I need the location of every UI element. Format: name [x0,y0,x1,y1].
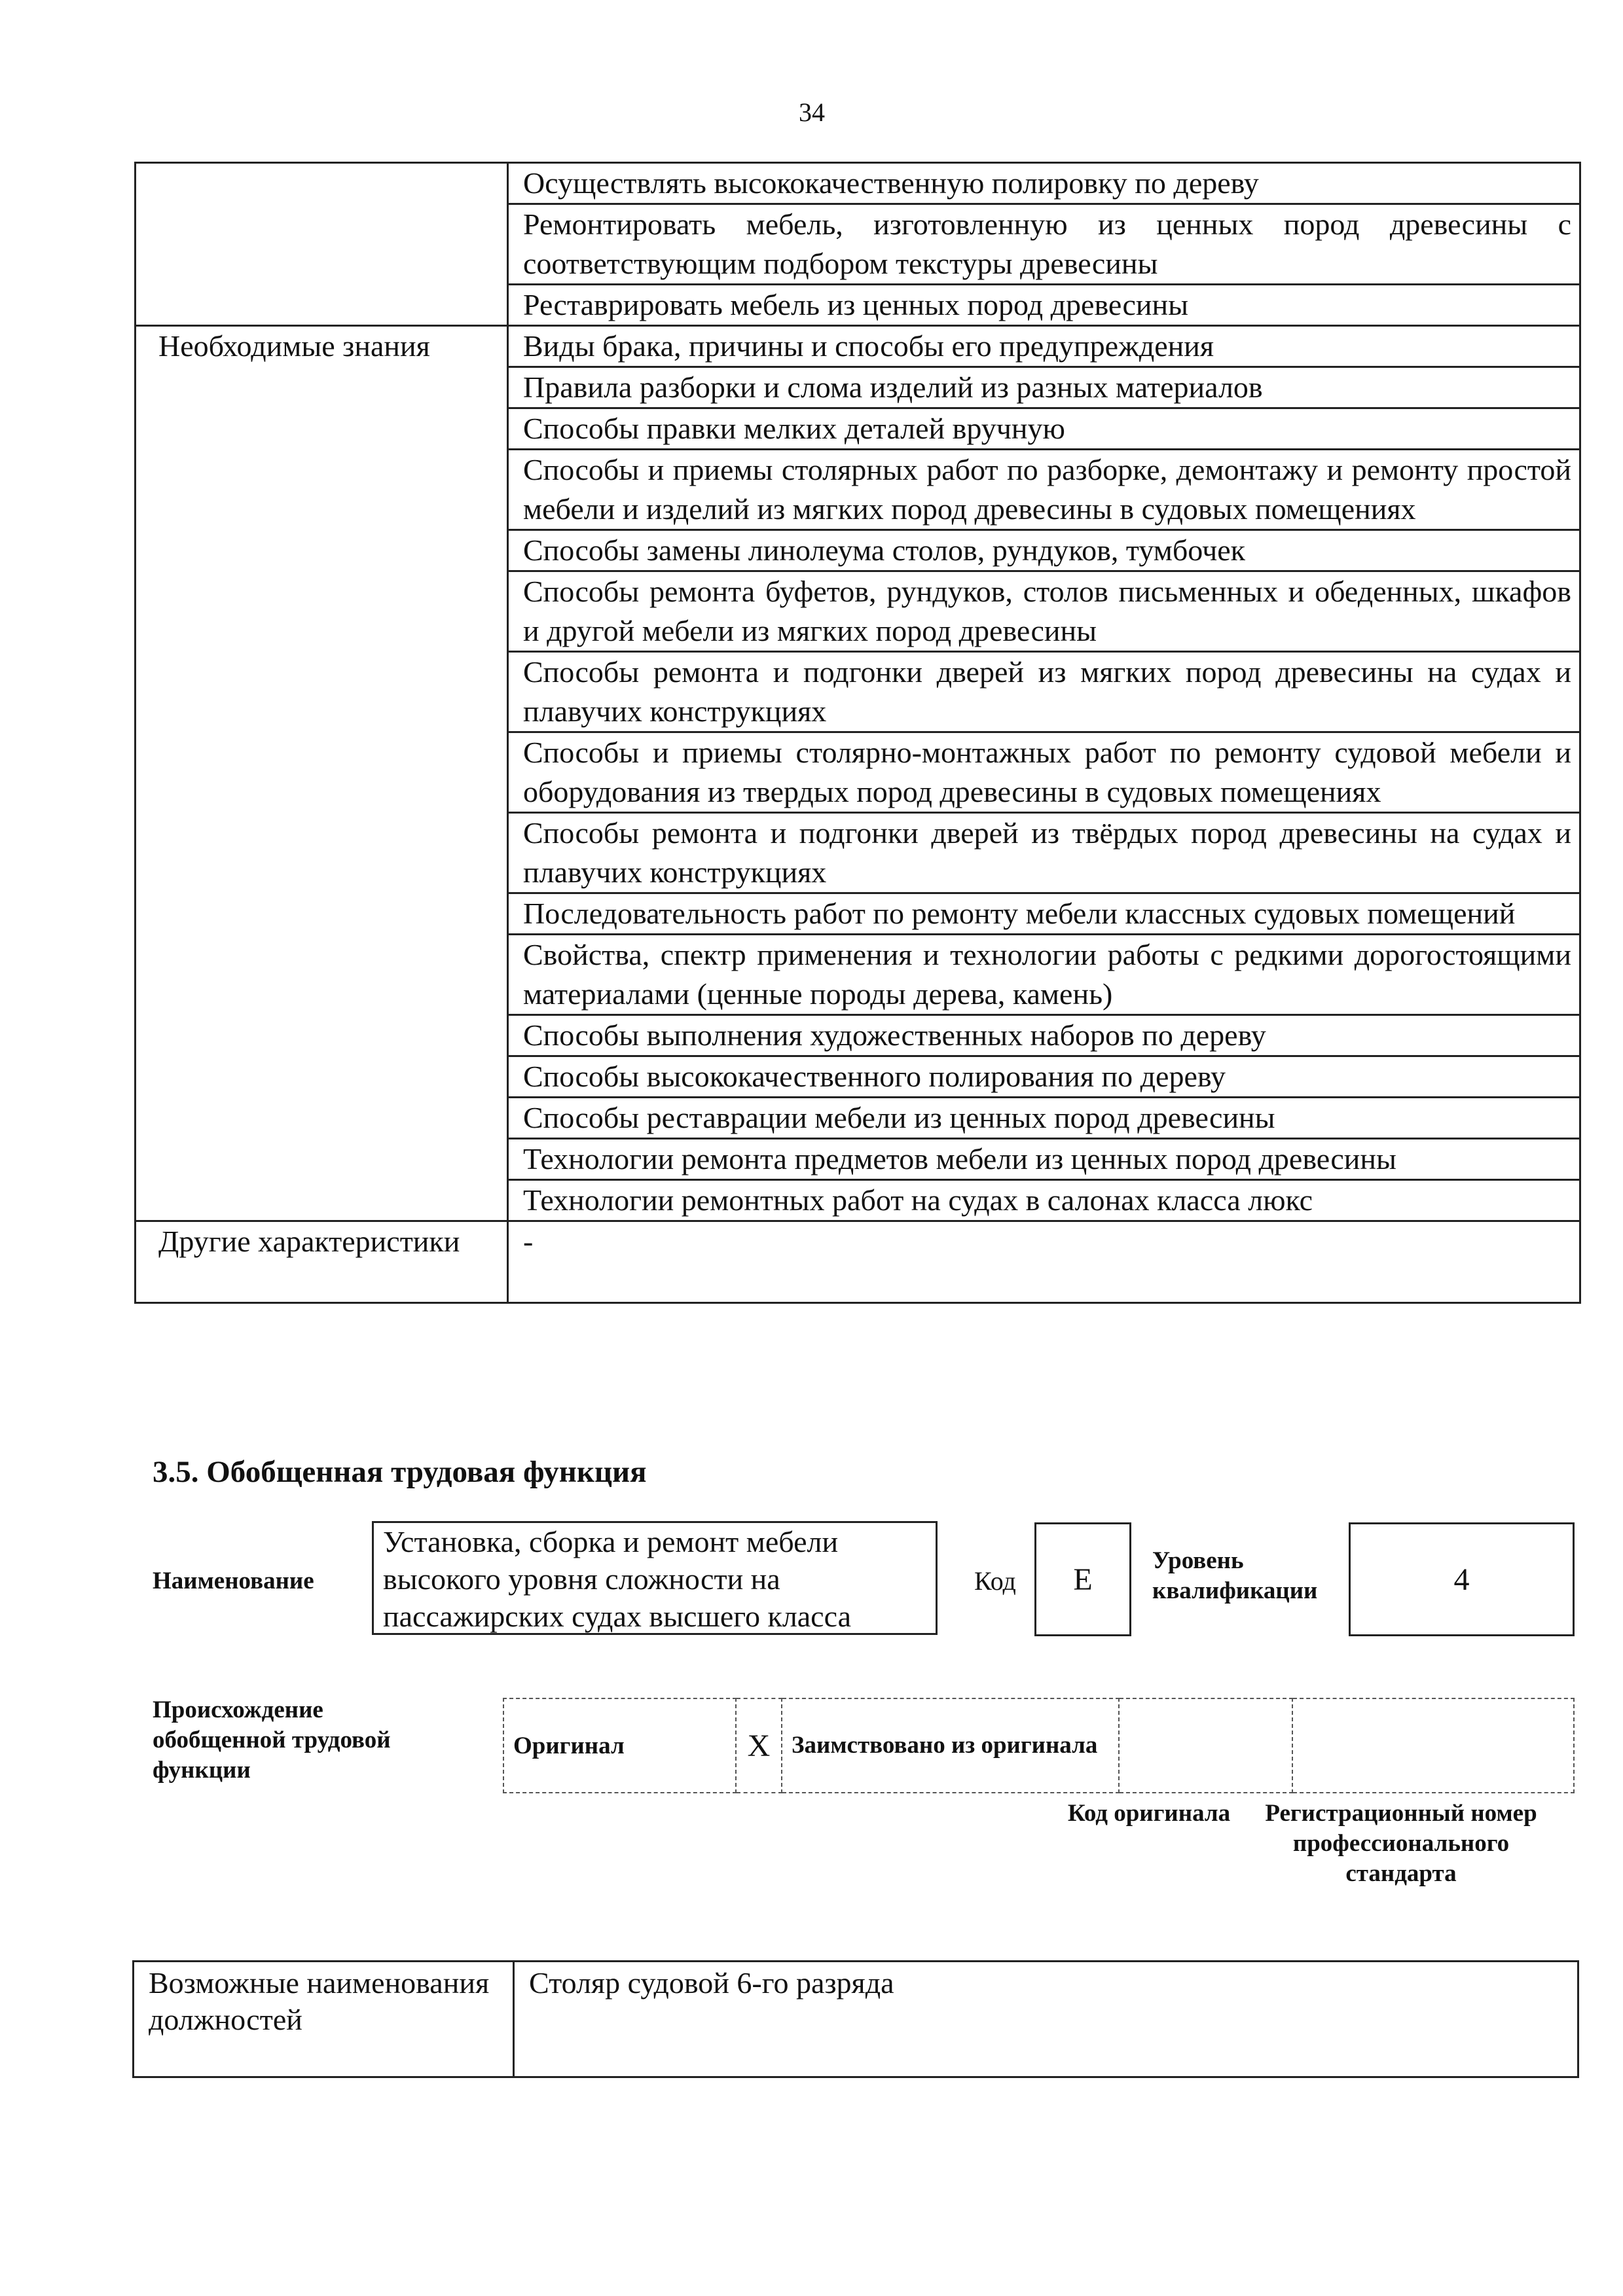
code-box: E [1034,1522,1131,1636]
row-value: Способы ремонта и подгонки дверей из мягких пород древесины на судах и плавучих конструкциях [508,652,1580,732]
original-code-cell [1119,1698,1292,1793]
borrowed-cell [782,1698,1119,1793]
row-value: Способы правки мелких деталей вручную [508,408,1580,450]
empty-label-cell [136,163,508,326]
row-label: Необходимые знания [136,326,508,1221]
page-number: 34 [799,98,825,127]
row-value: Способы и приемы столярных работ по разборке, демонтажу и ремонту простой мебели и изделий из мягких пород древесины в судовых помещениях [508,450,1580,530]
row-value: Ремонтировать мебель, изготовленную из ценных пород древесины с соответствующим подбором текстуры древесины [508,204,1580,285]
row-value: Способы высококачественного полирования по дереву [508,1056,1580,1098]
row-value: Виды брака, причины и способы его предупреждения [508,326,1580,367]
origin-label: Происхождение обобщенной трудовой функции [153,1696,391,1784]
original-mark: X [736,1698,782,1793]
row-label: Другие характеристики [136,1221,508,1303]
skills-row [136,163,1580,204]
original-code-caption: Код оригинала [1067,1800,1231,1827]
row-value: Осуществлять высококачественную полировку по дереву [508,163,1580,204]
positions-value: Столяр судовой 6-го разряда [514,1962,1578,2077]
row-value: Реставрировать мебель из ценных пород древесины [508,285,1580,326]
code-label: Код [974,1566,1016,1596]
row-value: Способы ремонта и подгонки дверей из твёрдых пород древесины на судах и плавучих конструкциях [508,813,1580,893]
origin-table [503,1698,1575,1793]
row-value: Способы и приемы столярно-монтажных работ по ремонту судовой мебели и оборудования из твердых пород древесины в судовых помещениях [508,732,1580,813]
positions-table [132,1960,1579,2078]
borrowed-label: Заимствовано из оригинала [792,1732,1098,1759]
row-value: Способы реставрации мебели из ценных пород древесины [508,1098,1580,1139]
registration-number-caption: Регистрационный номер профессионального стандарта [1265,1800,1537,1887]
row-value: Правила разборки и слома изделий из разных материалов [508,367,1580,408]
other-characteristics-row [136,1221,1580,1303]
row-value: - [508,1221,1580,1303]
section-heading: 3.5. Обобщенная трудовая функция [153,1455,647,1489]
row-value: Способы замены линолеума столов, рундуков, тумбочек [508,530,1580,571]
original-cell [503,1698,736,1793]
name-label: Наименование [153,1568,314,1594]
registration-number-cell [1292,1698,1574,1793]
row-value: Последовательность работ по ремонту мебели классных судовых помещений [508,893,1580,935]
function-name-box: Установка, сборка и ремонт мебели высокого уровня сложности на пассажирских судах высшего класса [372,1521,938,1635]
qualification-level-label: Уровень квалификации [1152,1547,1318,1604]
row-value: Способы выполнения художественных наборов по дереву [508,1015,1580,1056]
row-value: Свойства, спектр применения и технологии работы с редкими дорогостоящими материалами (ценные породы дерева, камень) [508,935,1580,1015]
row-value: Технологии ремонта предметов мебели из ценных пород древесины [508,1139,1580,1180]
row-value: Способы ремонта буфетов, рундуков, столов письменных и обеденных, шкафов и другой мебели из мягких пород древесины [508,571,1580,652]
knowledge-row [136,326,1580,367]
positions-label: Возможные наименования должностей [134,1962,514,2077]
skills-knowledge-table [134,162,1581,1304]
original-label: Оригинал [513,1732,625,1759]
qualification-level-box: 4 [1349,1522,1575,1636]
row-value: Технологии ремонтных работ на судах в салонах класса люкс [508,1180,1580,1221]
